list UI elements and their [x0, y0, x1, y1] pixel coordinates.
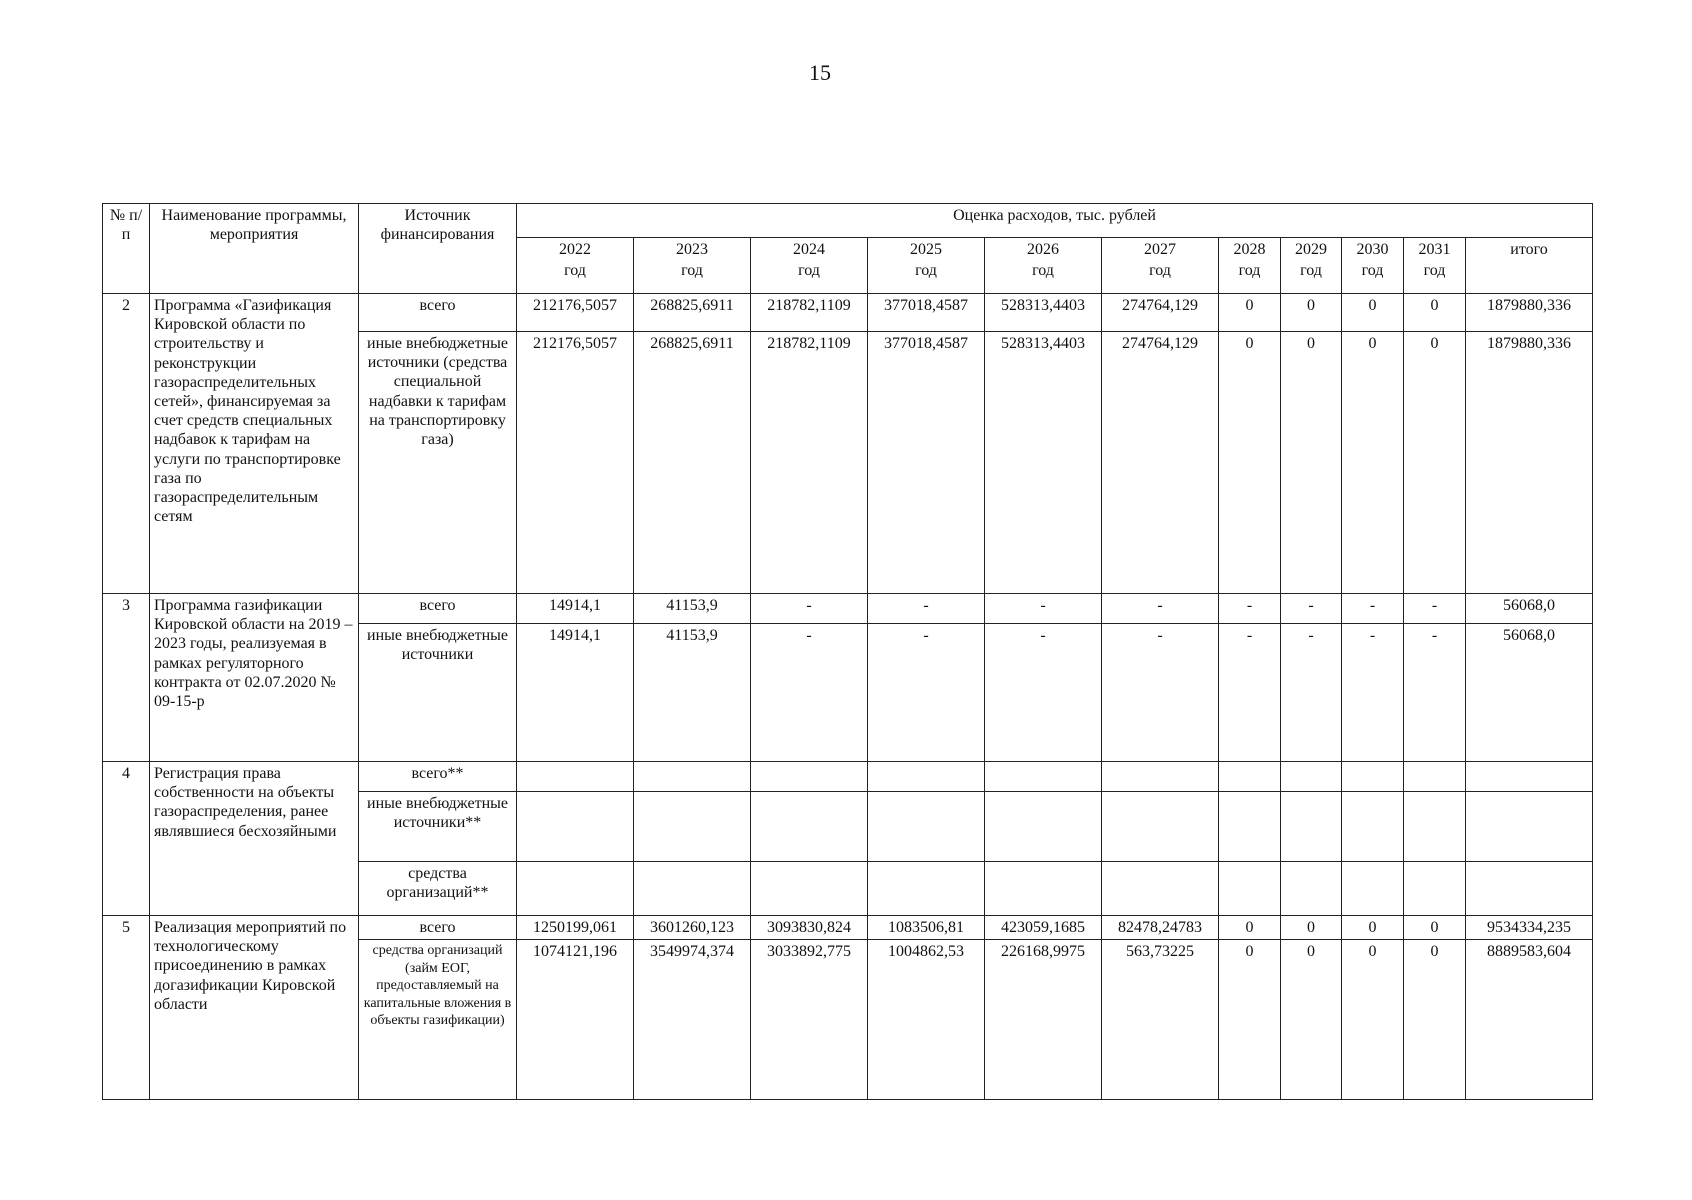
year-value	[868, 862, 985, 916]
total-value	[1466, 792, 1593, 862]
year-value: -	[751, 594, 868, 624]
table-row	[103, 294, 1593, 332]
header-year-2027: 2027 год	[1102, 238, 1219, 294]
year-value: 82478,24783	[1102, 916, 1219, 940]
header-year-2028: 2028 год	[1219, 238, 1281, 294]
year-value: -	[1281, 594, 1342, 624]
year-value: 1004862,53	[868, 940, 985, 1100]
year-value: 41153,9	[634, 594, 751, 624]
year-value: -	[1219, 624, 1281, 762]
year-value	[868, 792, 985, 862]
funding-source: иные внебюджетные источники (средства специальной надбавки к тарифам на транспортировку газа)	[359, 332, 517, 594]
total-value: 1879880,336	[1466, 294, 1593, 332]
year-value: -	[1102, 624, 1219, 762]
year-value	[517, 862, 634, 916]
year-value: 0	[1281, 940, 1342, 1100]
year-value	[1404, 762, 1466, 792]
year-value: 3033892,775	[751, 940, 868, 1100]
year-value	[1342, 762, 1404, 792]
total-value: 56068,0	[1466, 624, 1593, 762]
year-value	[1281, 862, 1342, 916]
year-value: 3601260,123	[634, 916, 751, 940]
funding-source: всего	[359, 294, 517, 332]
year-value: 274764,129	[1102, 332, 1219, 594]
header-estimate: Оценка расходов, тыс. рублей	[517, 204, 1593, 238]
year-value: 0	[1404, 294, 1466, 332]
table-body	[103, 294, 1593, 1100]
funding-source: всего**	[359, 762, 517, 792]
year-value	[1342, 792, 1404, 862]
header-year-2026: 2026 год	[985, 238, 1102, 294]
year-value: -	[868, 594, 985, 624]
header-num: № п/п	[103, 204, 150, 294]
header-total: итого	[1466, 238, 1593, 294]
year-value: 226168,9975	[985, 940, 1102, 1100]
year-value: 274764,129	[1102, 294, 1219, 332]
year-value	[751, 792, 868, 862]
year-value	[985, 862, 1102, 916]
year-value: 0	[1342, 916, 1404, 940]
year-value	[985, 762, 1102, 792]
page-number: 15	[809, 60, 831, 85]
year-value: 0	[1404, 332, 1466, 594]
year-value: 1250199,061	[517, 916, 634, 940]
year-value: 3549974,374	[634, 940, 751, 1100]
year-value: -	[1404, 624, 1466, 762]
year-value	[985, 792, 1102, 862]
row-number: 5	[103, 916, 150, 1100]
year-value: -	[751, 624, 868, 762]
year-value: 0	[1342, 294, 1404, 332]
year-value: 528313,4403	[985, 332, 1102, 594]
funding-source: средства организаций**	[359, 862, 517, 916]
year-value: 218782,1109	[751, 332, 868, 594]
header-year-2030: 2030 год	[1342, 238, 1404, 294]
year-value: 423059,1685	[985, 916, 1102, 940]
total-value: 1879880,336	[1466, 332, 1593, 594]
year-value	[1219, 762, 1281, 792]
year-value: -	[1281, 624, 1342, 762]
year-value	[634, 762, 751, 792]
header-year-2024: 2024 год	[751, 238, 868, 294]
year-value: 14914,1	[517, 624, 634, 762]
table-row	[103, 594, 1593, 624]
year-value	[751, 762, 868, 792]
year-value: 528313,4403	[985, 294, 1102, 332]
year-value	[1281, 792, 1342, 862]
year-value: 268825,6911	[634, 294, 751, 332]
year-value	[1404, 862, 1466, 916]
year-value: 14914,1	[517, 594, 634, 624]
header-year-2029: 2029 год	[1281, 238, 1342, 294]
year-value: 212176,5057	[517, 332, 634, 594]
year-value	[1404, 792, 1466, 862]
total-value: 8889583,604	[1466, 940, 1593, 1100]
year-value	[1219, 862, 1281, 916]
year-value: 0	[1219, 916, 1281, 940]
year-value: -	[1102, 594, 1219, 624]
year-value: -	[868, 624, 985, 762]
year-value: -	[1219, 594, 1281, 624]
funding-source: иные внебюджетные источники	[359, 624, 517, 762]
program-name: Регистрация права собственности на объекты газораспределения, ранее являвшиеся бесхозяйными	[150, 762, 359, 916]
year-value: 0	[1281, 294, 1342, 332]
year-value: 0	[1342, 940, 1404, 1100]
year-value	[517, 762, 634, 792]
header-year-2025: 2025 год	[868, 238, 985, 294]
year-value	[1102, 862, 1219, 916]
year-value	[1102, 792, 1219, 862]
year-value: 377018,4587	[868, 294, 985, 332]
year-value: -	[1342, 624, 1404, 762]
total-value: 56068,0	[1466, 594, 1593, 624]
year-value: 1083506,81	[868, 916, 985, 940]
year-value: 0	[1219, 332, 1281, 594]
year-value: 212176,5057	[517, 294, 634, 332]
year-value	[1102, 762, 1219, 792]
year-value: 0	[1342, 332, 1404, 594]
year-value	[868, 762, 985, 792]
year-value	[1342, 862, 1404, 916]
header-source: Источник финансирования	[359, 204, 517, 294]
year-value: 3093830,824	[751, 916, 868, 940]
row-number: 4	[103, 762, 150, 916]
year-value: 563,73225	[1102, 940, 1219, 1100]
year-value: 41153,9	[634, 624, 751, 762]
total-value	[1466, 762, 1593, 792]
year-value: 0	[1281, 916, 1342, 940]
header-year-2022: 2022 год	[517, 238, 634, 294]
header-name: Наименование программы, мероприятия	[150, 204, 359, 294]
year-value: 0	[1404, 916, 1466, 940]
year-value: 377018,4587	[868, 332, 985, 594]
year-value: 268825,6911	[634, 332, 751, 594]
year-value	[751, 862, 868, 916]
program-name: Программа газификации Кировской области на 2019 – 2023 годы, реализуемая в рамках регуляторного контракта от 02.07.2020 № 09-15-р	[150, 594, 359, 762]
program-name: Программа «Газификация Кировской области по строительству и реконструкции газораспределительных сетей», финансируемая за счет средств специальных надбавок к тарифам на услуги по транспортировке газа по газораспределительным сетям	[150, 294, 359, 594]
header-year-2031: 2031 год	[1404, 238, 1466, 294]
program-name: Реализация мероприятий по технологическому присоединению в рамках догазификации Кировской области	[150, 916, 359, 1100]
year-value: -	[985, 624, 1102, 762]
year-value: 0	[1219, 294, 1281, 332]
year-value: -	[1342, 594, 1404, 624]
funding-source: иные внебюджетные источники**	[359, 792, 517, 862]
year-value	[634, 862, 751, 916]
row-number: 2	[103, 294, 150, 594]
year-value: -	[1404, 594, 1466, 624]
total-value: 9534334,235	[1466, 916, 1593, 940]
year-value: 0	[1404, 940, 1466, 1100]
year-value: -	[985, 594, 1102, 624]
header-year-2023: 2023 год	[634, 238, 751, 294]
year-value: 0	[1281, 332, 1342, 594]
table-row	[103, 916, 1593, 940]
year-value	[517, 792, 634, 862]
row-number: 3	[103, 594, 150, 762]
year-value: 218782,1109	[751, 294, 868, 332]
year-value	[1281, 762, 1342, 792]
funding-source: средства организаций (займ ЕОГ, предоставляемый на капитальные вложения в объекты газификации)	[359, 940, 517, 1100]
year-value	[634, 792, 751, 862]
year-value: 0	[1219, 940, 1281, 1100]
total-value	[1466, 862, 1593, 916]
year-value: 1074121,196	[517, 940, 634, 1100]
table-row	[103, 762, 1593, 792]
year-value	[1219, 792, 1281, 862]
funding-source: всего	[359, 916, 517, 940]
funding-source: всего	[359, 594, 517, 624]
expense-estimate-table	[102, 203, 1593, 1100]
